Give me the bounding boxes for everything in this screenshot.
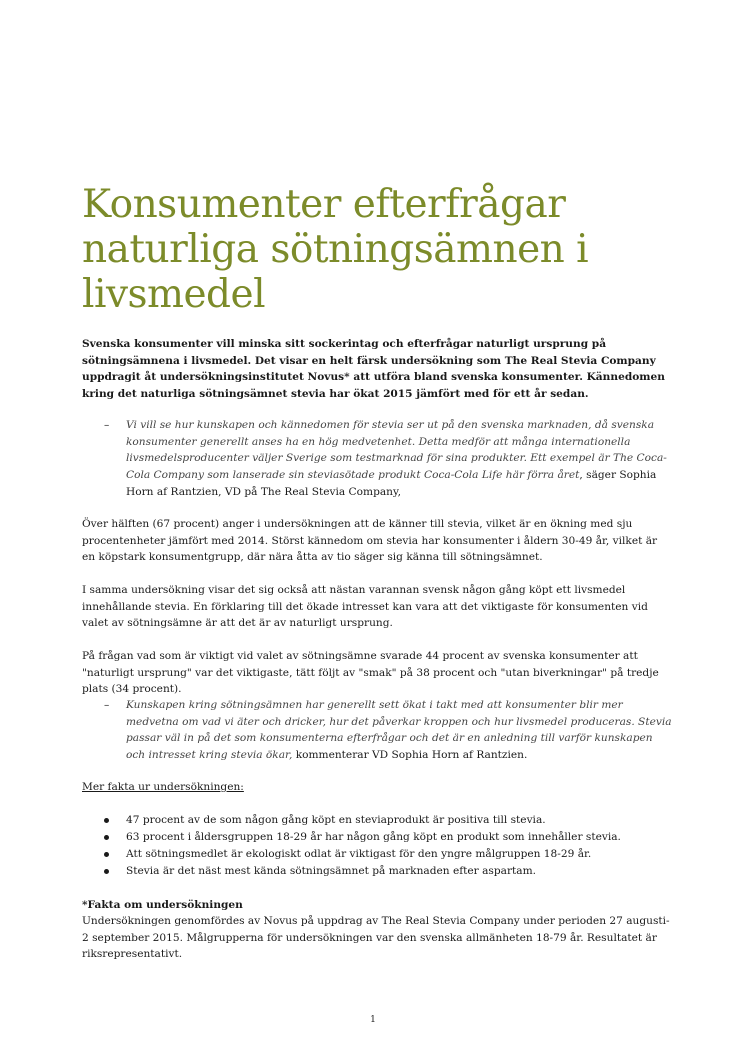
quote-dash: – (104, 419, 110, 431)
facts-heading: Mer fakta ur undersökningen: (82, 781, 244, 793)
quote-dash: – (104, 699, 110, 711)
bullet-icon (104, 835, 109, 840)
quote-1 (126, 417, 674, 501)
paragraph-importance: På frågan vad som är viktigt vid valet av sötningsämne svarade 44 procent av svenska konsumenter att "naturligt ursprung" var det viktigaste, tätt följt av "smak" på 38 procent och "utan biverkningar" på tredje plats (34 procent). (82, 650, 659, 696)
document-title: Konsumenter efterfrågar naturliga sötningsämnen i livsmedel (82, 182, 589, 317)
quote-2-attribution-post: . (524, 749, 528, 762)
list-item-text: 63 procent i åldersgruppen 18-29 år har någon gång köpt en produkt som innehåller stevia. (126, 831, 621, 843)
page-number: 1 (370, 1015, 376, 1025)
quote-2-attribution-pre: kommenterar VD (292, 749, 392, 762)
quote-1-attribution-pre: , säger (579, 469, 620, 482)
paragraph-purchase: I samma undersökning visar det sig också att nästan varannan svensk någon gång köpt ett livsmedel innehållande stevia. En förklaring till det ökade intresset kan vara att det viktigaste för konsumenten vid valet av sötningsämne är att det är av naturligt ursprung. (82, 584, 648, 630)
quote-1-attribution-post: , VD på The Real Stevia Company, (218, 485, 401, 498)
list-item (104, 863, 664, 880)
quote-2-text: Kunskapen kring sötningsämnen har generellt sett ökat i takt med att konsumenter blir mer medvetna om vad vi äter och dricker, hur det påverkar kroppen och hur livsmedel produceras. Stevia passar väl in på det som konsumenterna efterfrågar och det är en anledning till varför kunskapen och intresset kring stevia ökar, (126, 699, 672, 762)
list-item-text: 47 procent av de som någon gång köpt en steviaprodukt är positiva till stevia. (126, 814, 546, 826)
list-item (104, 846, 664, 863)
quote-2-person-name: Sophia Horn af Rantzien (391, 749, 524, 762)
lead-paragraph: Svenska konsumenter vill minska sitt sockerintag och efterfrågar naturligt ursprung på sötningsämnena i livsmedel. Det visar en helt färsk undersökning som The Real Stevia Company uppdragit åt undersökningsinstitutet Novus* att utföra bland svenska konsumenter. Kännedomen kring det naturliga sötningsämnet stevia har ökat 2015 jämfört med för ett år sedan. (82, 338, 665, 401)
list-item (104, 829, 664, 846)
list-item-text: Att sötningsmedlet är ekologiskt odlat är viktigast för den yngre målgruppen 18-29 år. (126, 848, 592, 860)
quote-2 (126, 697, 674, 764)
quote-1-text: Vi vill se hur kunskapen och kännedomen för stevia ser ut på den svenska marknaden, då svenska konsumenter generellt anses ha en hög medvetenhet. Detta medför att många internationella livsmedelsproducenter väljer Sverige som testmarknad för sina produkter. Ett exempel är The Coca-Cola Company som lanserade sin steviasötade produkt Coca-Cola Life här förra året (126, 419, 667, 482)
bullet-icon (104, 852, 109, 857)
list-item (104, 812, 664, 829)
fakta-heading: *Fakta om undersökningen (82, 899, 243, 911)
paragraph-awareness: Över hälften (67 procent) anger i undersökningen att de känner till stevia, vilket är en ökning med sju procentenheter jämfört med 2014. Störst kännedom om stevia har konsumenter i åldern 30-49 år, vilket är en köpstark konsumentgrupp, där nära åtta av tio säger sig känna till sötningsämnet. (82, 518, 658, 564)
bullet-icon (104, 869, 109, 874)
facts-list (104, 812, 664, 880)
bullet-icon (104, 818, 109, 823)
fakta-body: Undersökningen genomfördes av Novus på uppdrag av The Real Stevia Company under perioden 27 augusti-2 september 2015. Målgrupperna för undersökningen var den svenska allmänheten 18-79 år. Resultatet är riksrepresentativt. (82, 915, 670, 961)
quote-1-person-name: Sophia Horn af Rantzien (126, 469, 657, 498)
list-item-text: Stevia är det näst mest kända sötningsämnet på marknaden efter aspartam. (126, 865, 537, 877)
